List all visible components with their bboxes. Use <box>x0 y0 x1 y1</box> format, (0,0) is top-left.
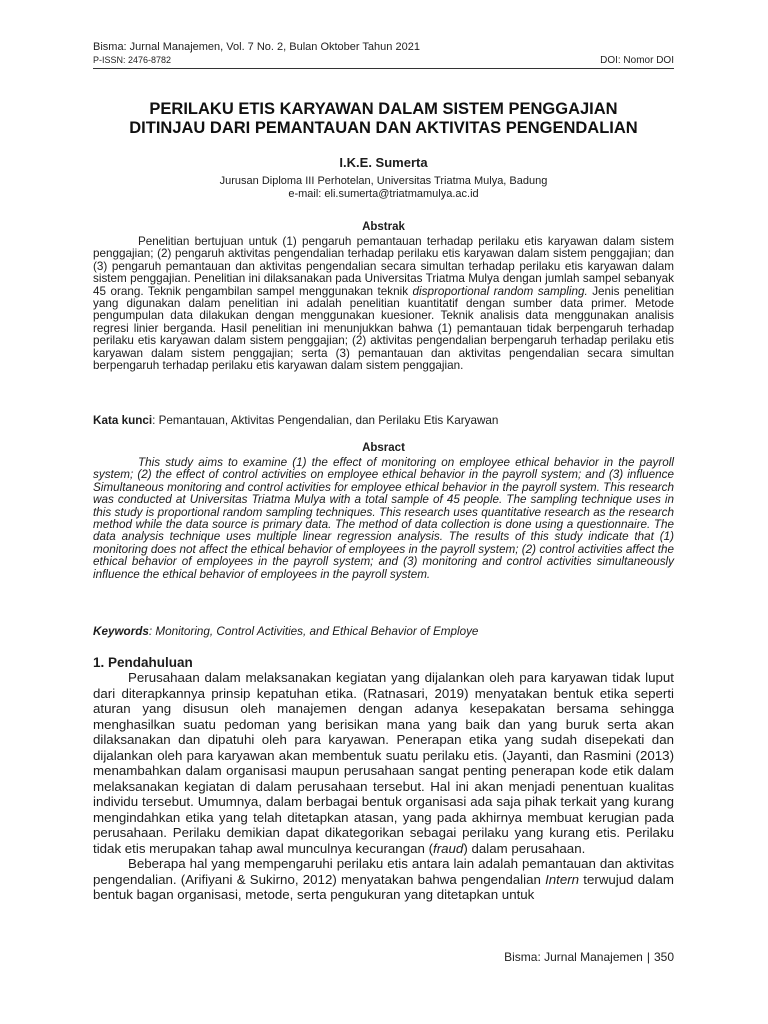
page-number: 350 <box>653 950 674 964</box>
abstrak-italic-term: disproportional random sampling. <box>412 284 588 298</box>
affiliation: Jurusan Diploma III Perhotelan, Universitas Triatma Mulya, Badung <box>219 175 548 187</box>
footer-journal: Bisma: Jurnal Manajemen <box>504 950 643 964</box>
paper-title <box>93 100 674 138</box>
keywords <box>93 625 674 638</box>
abstrak-body <box>93 236 674 372</box>
author-affiliation-block <box>93 175 674 201</box>
issn-label: P-ISSN: 2476-8782 <box>93 55 172 65</box>
kata-kunci-label: Kata kunci <box>93 414 153 427</box>
journal-header: Bisma: Jurnal Manajemen, Vol. 7 No. 2, Bulan Oktober Tahun 2021 <box>93 41 420 53</box>
page-footer <box>504 950 674 964</box>
title-line-2: DITINJAU DARI PEMANTAUAN DAN AKTIVITAS PENGENDALIAN <box>129 119 638 137</box>
keywords-text: : Monitoring, Control Activities, and Ethical Behavior of Employe <box>148 625 479 638</box>
email: e-mail: eli.sumerta@triatmamulya.ac.id <box>288 188 479 200</box>
doi-label: DOI: Nomor DOI <box>600 55 674 66</box>
footer-separator: | <box>646 950 650 964</box>
section-heading: 1. Pendahuluan <box>93 655 193 670</box>
abstract-en-paragraph: This study aims to examine (1) the effect of monitoring on employee ethical behavior in the payroll system; (2) the effect of control activities on employee ethical behavior in the payroll system; and (3) influence Simultaneous monitoring and control activities for employee ethical behavior in the payroll system. This research was conducted at Universitas Triatma Mulya with a total sample of 45 people. The sampling technique uses in this study is proportional random sampling techniques. This research uses quantitative research as the research method while the data source is primary data. The method of data collection is done using a questionnaire. The data analysis technique uses multiple linear regression analysis. The results of this study indicate that (1) monitoring does not affect the ethical behavior of employees in the payroll system; (2) control activities affect the ethical behavior of employees in the payroll system; and (3) monitoring and control activities simultaneously influence the ethical behavior of employees in the payroll system. <box>93 456 674 581</box>
body-paragraph-2: Beberapa hal yang mempengaruhi perilaku etis antara lain adalah pemantauan dan aktivitas pengendalian. (Arifiyani & Sukirno, 2012) menyatakan bahwa pengendalian Intern terwujud dalam bentuk bagan organisasi, metode, serta pengukuran yang ditetapkan untuk <box>93 856 674 902</box>
abstract-en-body <box>93 457 674 581</box>
section-body <box>93 670 674 903</box>
title-line-1: PERILAKU ETIS KARYAWAN DALAM SISTEM PENGGAJIAN <box>149 100 618 118</box>
author-name: I.K.E. Sumerta <box>339 155 428 170</box>
abstrak-paragraph: Penelitian bertujuan untuk (1) pengaruh pemantauan terhadap perilaku etis karyawan dalam sistem penggajian; (2) pengaruh aktivitas pengendalian terhadap perilaku etis karyawan dalam sistem penggajian; dan (3) pengaruh pemantauan dan aktivitas pengendalian secara simultan terhadap perilaku etis karyawan dalam sistem penggajian. Penelitian ini dilaksanakan pada Universitas Triatma Mulya dengan jumlah sampel sebanyak 45 orang. Teknik pengambilan sampel menggunakan teknik disproportional random sampling. Jenis penelitian yang digunakan dalam penelitian ini adalah penelitian kuantitatif dengan sumber data primer. Metode pengumpulan data dilakukan dengan menggunakan kuesioner. Teknik analisis data menggunakan analisis regresi linier berganda. Hasil penelitian ini menunjukkan bahwa (1) pemantauan tidak berpengaruh terhadap perilaku etis karyawan dalam sistem penggajian; (2) aktivitas pengendalian berpengaruh terhadap perilaku etis karyawan dalam sistem penggajian; serta (3) pemantauan dan aktivitas pengendalian secara simultan berpengaruh terhadap perilaku etis karyawan dalam sistem penggajian. <box>93 235 674 373</box>
header-divider <box>93 68 674 69</box>
abstrak-heading: Abstrak <box>362 221 405 233</box>
kata-kunci <box>93 414 674 427</box>
body-paragraph-1: Perusahaan dalam melaksanakan kegiatan yang dijalankan oleh para karyawan tidak luput dari diterapkannya prinsip kepatuhan etika. (Ratnasari, 2019) menyatakan bentuk etika seperti aturan yang disusun oleh manajemen dengan adanya kesepakatan bersama sehingga menghasilkan suatu pedoman yang berisikan mana yang baik dan yang buruk serta akan dilaksanakan dan dipatuhi oleh para karyawan. Penerapan etika yang sudah disepekati dan dijalankan oleh para karyawan akan membentuk suatu perilaku etis. (Jayanti, dan Rasmini (2013) menambahkan dalam organisasi maupun perusahaan sangat penting penerapan kode etik dalam melaksanakan kegiatan di dalam perusahaan tersebut. Hal ini akan menjadi penentuan kualitas individu tersebut. Umumnya, dalam berbagai bentuk organisasi ada saja pihak terkait yang kurang mengindahkan etika yang telah ditetapkan atasan, yang pada akhirnya membuat kerugian pada perusahaan. Perilaku demikian dapat dikategorikan sebagai perilaku yang kurang etis. Perilaku tidak etis merupakan tahap awal munculnya kecurangan (fraud) dalam perusahaan. <box>93 670 674 856</box>
kata-kunci-text: : Pemantauan, Aktivitas Pengendalian, dan Perilaku Etis Karyawan <box>152 414 499 427</box>
abstract-en-heading: Absract <box>362 442 405 454</box>
keywords-label: Keywords <box>93 625 149 638</box>
